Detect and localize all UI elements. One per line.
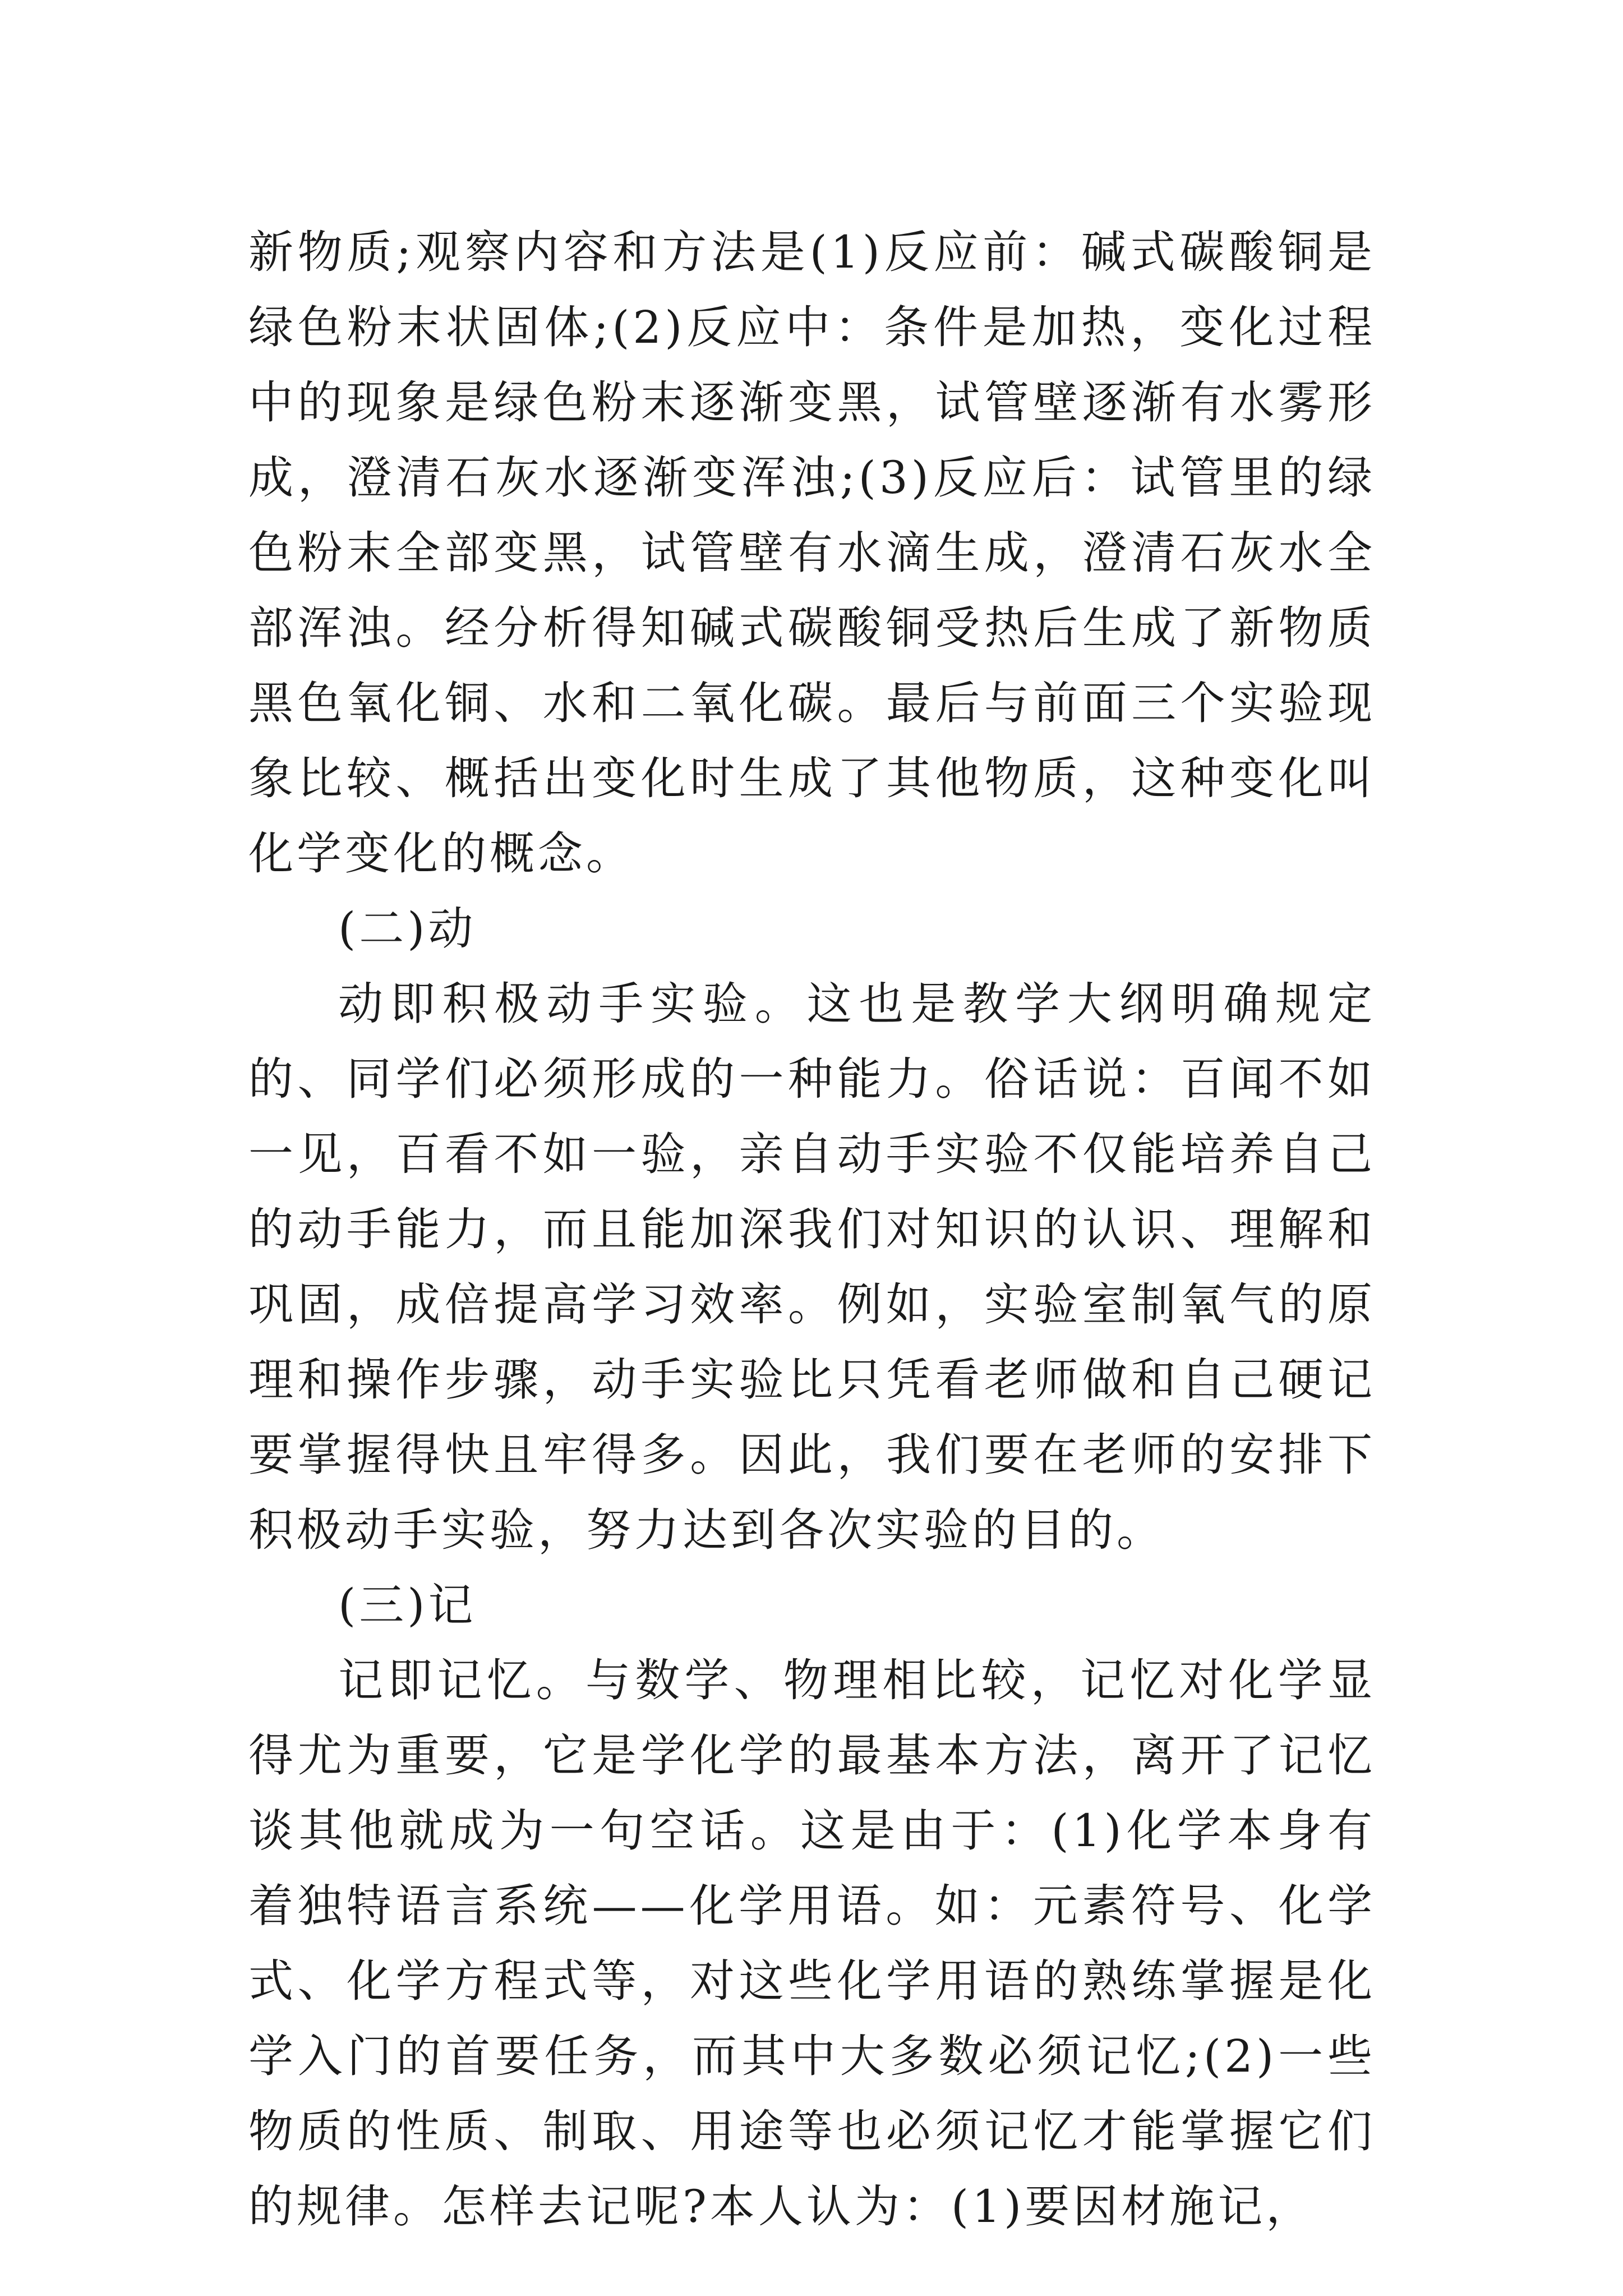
section-heading-dong: (二)动 bbox=[338, 903, 477, 955]
paragraph-ji: 记即记忆。与数学、物理相比较，记忆对化学显得尤为重要，它是学化学的最基本方法，离开了记忆谈其他就成为一句空话。这是由于：(1)化学本身有着独特语言系统——化学用语。如：元素符号、化学式、化学方程式等，对这些化学用语的熟练掌握是化学入门的首要任务，而其中大多数必须记忆;(2)一些物质的性质、制取、用途等也必须记忆才能掌握它们的规律。怎样去记呢?本人认为：(1)要因材施记， bbox=[248, 1654, 1376, 2233]
document-body bbox=[248, 215, 1376, 2244]
paragraph-dong: 动即积极动手实验。这也是教学大纲明确规定的、同学们必须形成的一种能力。俗话说：百闻不如一见，百看不如一验，亲自动手实验不仅能培养自己的动手能力，而且能加深我们对知识的认识、理解和巩固，成倍提高学习效率。例如，实验室制氧气的原理和操作步骤，动手实验比只凭看老师做和自己硬记要掌握得快且牢得多。因此，我们要在老师的安排下积极动手实验，努力达到各次实验的目的。 bbox=[248, 978, 1376, 1556]
paragraph-continuation: 新物质;观察内容和方法是(1)反应前：碱式碳酸铜是绿色粉末状固体;(2)反应中：条件是加热，变化过程中的现象是绿色粉末逐渐变黑，试管壁逐渐有水雾形成，澄清石灰水逐渐变浑浊;(3)反应后：试管里的绿色粉末全部变黑，试管壁有水滴生成，澄清石灰水全部浑浊。经分析得知碱式碳酸铜受热后生成了新物质黑色氧化铜、水和二氧化碳。最后与前面三个实验现象比较、概括出变化时生成了其他物质，这种变化叫化学变化的概念。 bbox=[248, 226, 1376, 880]
section-heading-ji: (三)记 bbox=[338, 1579, 477, 1631]
